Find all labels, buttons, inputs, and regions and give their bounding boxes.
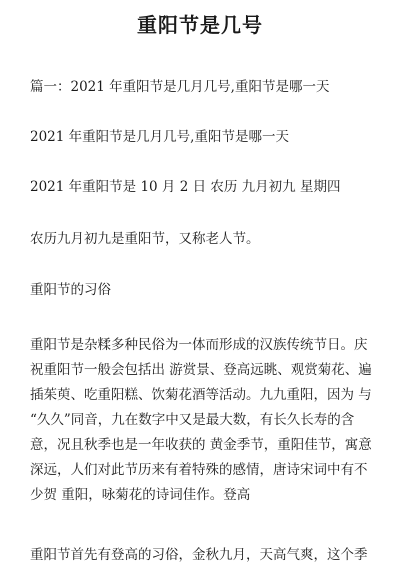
section-heading: 篇一：2021 年重阳节是几月几号,重阳节是哪一天 — [30, 79, 330, 95]
subheading: 2021 年重阳节是几月几号,重阳节是哪一天 — [30, 129, 289, 145]
paragraph-line: 插茱萸、吃重阳糕、饮菊花酒等活动。九九重阳，因为 与 — [30, 387, 372, 403]
intro-line: 农历九月初九是重阳节，又称老人节。 — [30, 231, 260, 247]
document-title: 重阳节是几号 — [137, 13, 263, 37]
paragraph-line: 祝重阳节一般会包括出 游赏景、登高远眺、观赏菊花、遍 — [30, 362, 372, 378]
paragraph-line: 意，况且秋季也是一年收获的 黄金季节，重阳佳节，寓意 — [30, 437, 372, 453]
paragraph-line: 深远，人们对此节历来有着特殊的感情，唐诗宋词中有不 — [30, 462, 368, 478]
paragraph-line: 重阳节首先有登高的习俗，金秋九月，天高气爽，这个季 — [30, 547, 368, 563]
date-line: 2021 年重阳节是 10 月 2 日 农历 九月初九 星期四 — [30, 179, 341, 195]
paragraph-line: 少贺 重阳，咏菊花的诗词佳作。登高 — [30, 487, 251, 503]
customs-heading: 重阳节的习俗 — [30, 282, 111, 298]
paragraph-line: “久久”同音，九在数字中又是最大数，有长久长寿的含 — [30, 412, 355, 428]
paragraph-line: 重阳节是杂糅多种民俗为一体而形成的汉族传统节日。庆 — [30, 337, 368, 353]
